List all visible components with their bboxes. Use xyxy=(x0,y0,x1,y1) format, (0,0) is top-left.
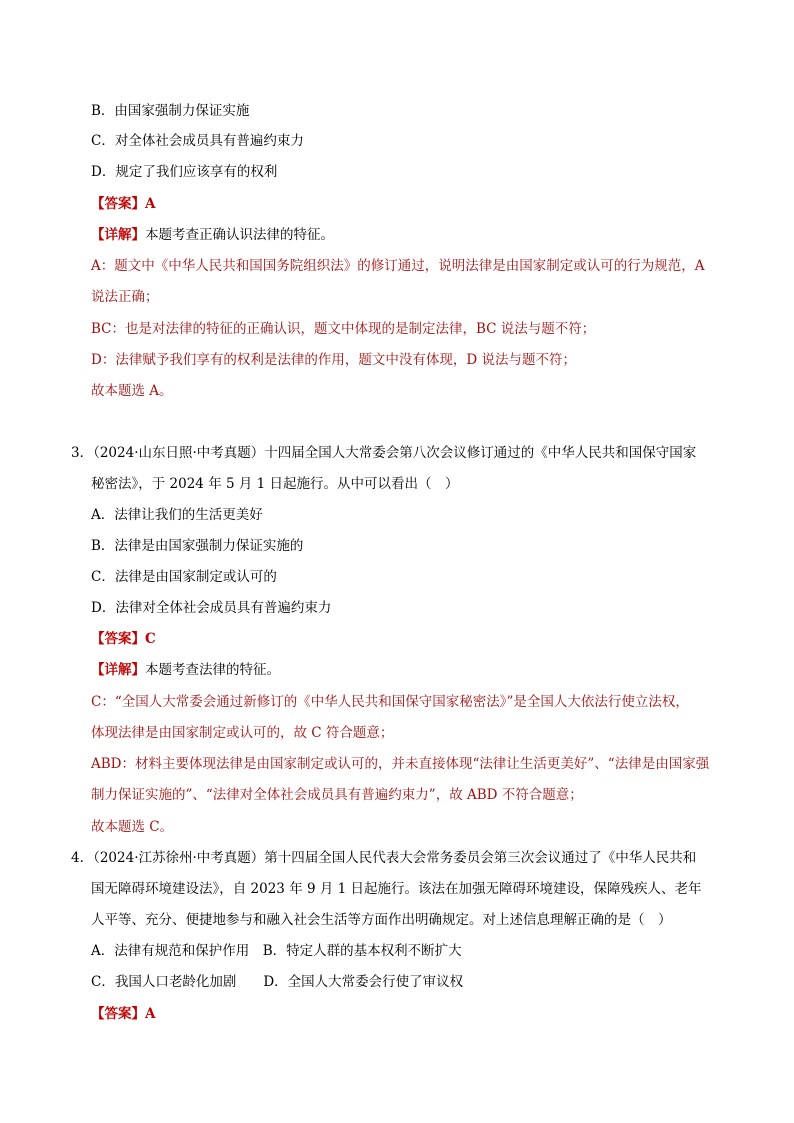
q3-stem-line-1: 3．（2024·山东日照·中考真题）十四届全国人大常委会第八次会议修订通过的《中华人民共和国保守国家 xyxy=(71,445,697,461)
q3-analysis-abd-line-1: ABD：材料主要体现法律是由国家制定或认可的，并未直接体现“法律让生活更美好”、“法律是由国家强 xyxy=(91,756,710,772)
q3-option-d: D．法律对全体社会成员具有普遍约束力 xyxy=(91,600,332,616)
q3-option-b: B．法律是由国家强制力保证实施的 xyxy=(91,538,304,554)
q3-detail xyxy=(91,660,280,680)
q2-option-c: C．对全体社会成员具有普遍约束力 xyxy=(91,133,304,149)
q3-stem-line-2: 秘密法》，于 2024 年 5 月 1 日起施行。从中可以看出（ ） xyxy=(91,476,459,492)
q3-analysis-c-line-2: 体现法律是由国家制定或认可的，故 C 符合题意； xyxy=(91,725,394,741)
q4-stem-line-2: 国无障碍环境建设法》，自 2023 年 9 月 1 日起施行。该法在加强无障碍环境建设，保障残疾人、老年 xyxy=(91,881,702,897)
detail-text: 本题考查正确认识法律的特征。 xyxy=(145,227,334,243)
q2-option-b: B．由国家强制力保证实施 xyxy=(91,103,250,119)
q4-stem-line-1: 4．（2024·江苏徐州·中考真题）第十四届全国人民代表大会常务委员会第三次会议通过了《中华人民共和 xyxy=(71,850,697,866)
q3-answer: 【答案】C xyxy=(91,631,156,647)
q2-option-d: D．规定了我们应该享有的权利 xyxy=(91,164,278,180)
q2-analysis-a-line-1: A：题文中《中华人民共和国国务院组织法》的修订通过，说明法律是由国家制定或认可的行为规范，A xyxy=(91,258,705,274)
q2-answer: 【答案】A xyxy=(91,196,156,212)
q2-analysis-bc: BC：也是对法律的特征的正确认识，题文中体现的是制定法律，BC 说法与题不符； xyxy=(91,321,596,337)
q2-analysis-d: D：法律赋予我们享有的权利是法律的作用，题文中没有体现，D 说法与题不符； xyxy=(91,352,576,368)
q4-stem-line-3: 人平等、充分、便捷地参与和融入社会生活等方面作出明确规定。对上述信息理解正确的是（ ） xyxy=(91,912,672,928)
q3-conclusion: 故本题选 C。 xyxy=(91,819,174,835)
q3-option-c: C．法律是由国家制定或认可的 xyxy=(91,569,277,585)
q2-conclusion: 故本题选 A。 xyxy=(91,383,173,399)
q4-options-row-1: A．法律有规范和保护作用 B．特定人群的基本权利不断扩大 xyxy=(91,943,462,959)
detail-label: 【详解】 xyxy=(91,227,145,243)
detail-text: 本题考查法律的特征。 xyxy=(145,662,280,678)
q2-detail xyxy=(91,225,334,245)
q3-analysis-c-line-1: C：“全国人大常委会通过新修订的《中华人民共和国保守国家秘密法》”是全国人大依法行使立法权， xyxy=(91,694,689,710)
q3-option-a: A．法律让我们的生活更美好 xyxy=(91,507,263,523)
q4-answer: 【答案】A xyxy=(91,1006,156,1022)
q2-analysis-a-line-2: 说法正确； xyxy=(91,289,159,305)
q3-analysis-abd-line-2: 制力保证实施的”、“法律对全体社会成员具有普遍约束力”，故 ABD 不符合题意； xyxy=(91,787,583,803)
q4-options-row-2: C．我国人口老龄化加剧 D．全国人大常委会行使了审议权 xyxy=(91,974,464,990)
detail-label: 【详解】 xyxy=(91,662,145,678)
